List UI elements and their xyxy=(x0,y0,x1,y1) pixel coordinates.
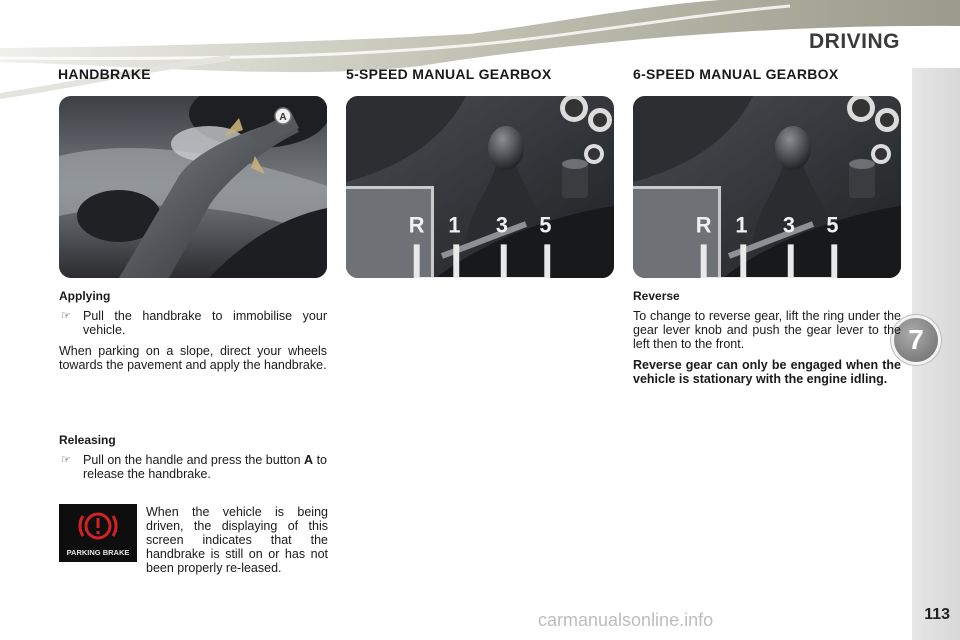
gear-label: 1 xyxy=(735,212,748,238)
reverse-text: To change to reverse gear, lift the ring under the gear lever knob and push the gear lever to the left then to the front. xyxy=(633,309,901,351)
parking-brake-label: PARKING BRAKE xyxy=(66,548,130,557)
watermark: carmanualsonline.info xyxy=(538,610,714,630)
applying-bullet xyxy=(59,309,327,337)
releasing-title: Releasing xyxy=(59,433,116,447)
chapter-title: DRIVING xyxy=(808,30,900,53)
gear-pattern-5 xyxy=(346,186,552,278)
gearbox6-photo xyxy=(633,96,901,278)
gearbox6-section-title xyxy=(633,66,903,82)
gear-label: 1 xyxy=(448,212,461,238)
gear-label: 3 xyxy=(782,212,795,238)
button-a-label: A xyxy=(304,453,314,467)
applying-section xyxy=(59,289,327,372)
releasing-section xyxy=(59,433,327,481)
handbrake-photo xyxy=(59,96,327,278)
releasing-text-post: to release the handbrake. xyxy=(83,453,327,481)
releasing-text-pre: Pull on the handle and press the button xyxy=(83,453,301,467)
applying-note: When parking on a slope, direct your wheels towards the pavement and apply the handbrake. xyxy=(59,344,327,372)
hand-pointer-icon: ☞ xyxy=(61,310,71,322)
parking-brake-warning-text: When the vehicle is being driven, the displaying of this screen indicates that the handbrake is still on or has not been properly re-leased. xyxy=(146,505,328,575)
gearbox5-photo xyxy=(346,96,614,278)
reverse-warning: Reverse gear can only be engaged when the vehicle is stationary with the engine idling. xyxy=(633,358,901,386)
applying-bullet-text: Pull the handbrake to immobilise your vehicle. xyxy=(83,309,327,337)
parking-brake-warning-icon xyxy=(59,504,137,562)
gearbox5-title: 5-SPEED MANUAL GEARBOX xyxy=(346,66,552,82)
button-a-callout: A xyxy=(279,112,287,123)
header-swoosh-decoration xyxy=(0,0,960,110)
applying-title: Applying xyxy=(59,289,111,303)
chapter-tab[interactable]: 7 xyxy=(894,318,938,362)
gear-label: R xyxy=(695,212,712,238)
gear-label: 3 xyxy=(495,212,508,238)
reverse-title: Reverse xyxy=(633,289,680,303)
gearbox5-section-title xyxy=(346,66,616,82)
gearbox6-title: 6-SPEED MANUAL GEARBOX xyxy=(633,66,839,82)
page-number: 113 xyxy=(924,606,950,623)
releasing-bullet xyxy=(59,453,327,481)
handbrake-section-title xyxy=(58,66,328,82)
gear-label: R xyxy=(408,212,425,238)
handbrake-title: HANDBRAKE xyxy=(58,66,151,82)
hand-pointer-icon: ☞ xyxy=(61,454,71,466)
gear-pattern-6 xyxy=(633,186,839,278)
gear-label: 5 xyxy=(826,212,839,238)
gear-label: 5 xyxy=(539,212,552,238)
reverse-section xyxy=(633,289,901,386)
